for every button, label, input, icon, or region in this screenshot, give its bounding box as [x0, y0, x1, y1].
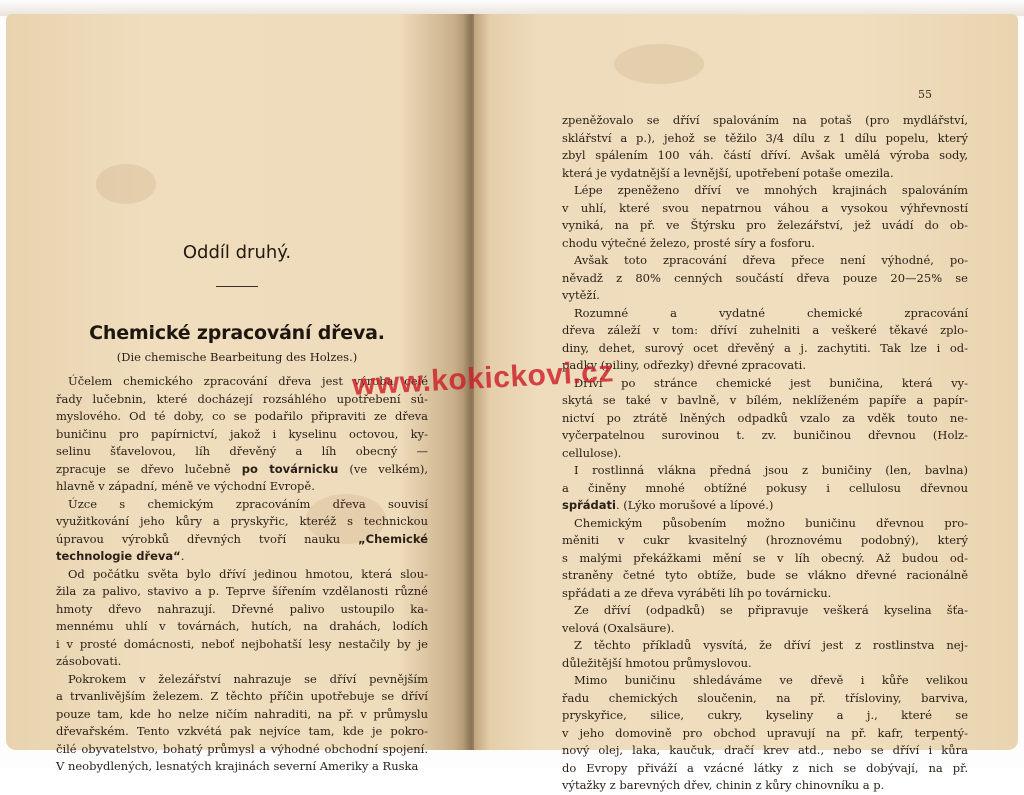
page-number: 55	[918, 88, 932, 101]
paper-stain	[96, 164, 156, 204]
text-line: buničinu pro papírnictví, jakož i kyselinu octovou, ky-	[56, 426, 428, 441]
watermark: www.kokickovi.cz	[351, 355, 615, 402]
text-line: výtažky z barevných dřev, chinin z kůry chinovníku a p.	[562, 778, 885, 792]
text-line: chodu výtečné železo, prosté síry a fosforu.	[562, 235, 815, 250]
text-line: straněny četné tyto obtíže, bude se vlákno dřevné racionálně	[562, 568, 968, 582]
text-line: vyčerpatelnou surovinou t. zv. buničinou dřevnou (Holz-	[562, 428, 968, 442]
text-line: spřádati a ze dřeva vyráběti líh po továrnicku.	[562, 585, 832, 600]
text-line: zbyl spálením 100 váh. částí dříví. Avšak umělá výroba sody,	[562, 148, 968, 162]
text-line: využitkování jeho kůry a pryskyřic, kteréž s technickou	[56, 514, 428, 528]
text-line: a trvanlivějším železem. Z těchto příčin upotřebuje se dříví	[56, 689, 428, 703]
text-line: která je vydatnější a levnější, upotřebení potaše omezila.	[562, 165, 894, 180]
text-line: dřeva záleží v tom: dříví zuhelniti a veškeré těkavé zplo-	[562, 323, 968, 337]
text-line: v uhlí, které svou nepatrnou váhou a vysokou výhřevností	[562, 200, 968, 215]
text-line: Avšak toto zpracování dřeva přece není výhodné, po-	[574, 253, 968, 267]
text-line: Od počátku světa bylo dříví jedinou hmotou, která slou-	[68, 566, 428, 581]
text-line: I rostlinná vlákna předná jsou z buničiny (len, bavlna)	[574, 463, 968, 477]
text-line: s malými překážkami mění se v líh obecný. Až budou od-	[562, 550, 968, 565]
text-line: řady lučebnin, které docházejí rozsáhlého upotřebení sú-	[56, 391, 428, 406]
text-line: hlavně v západní, méně ve východní Evropě.	[56, 479, 315, 493]
text-line: žila za palivo, stavivo a p. Teprve šířením vzdělanosti různé	[56, 584, 428, 598]
right-body-text	[562, 112, 968, 795]
text-line: Účelem chemického zpracování dřeva jest výroba celé	[68, 374, 428, 388]
text-line: myslového. Od té doby, co se podařilo připraviti ze dřeva	[56, 409, 428, 423]
text-line: Dříví po stránce chemické jest buničina, která vy-	[574, 375, 968, 390]
text-line: selinu šťavelovou, líh dřevěný a líh obecný —	[56, 444, 428, 458]
text-line: měniti v cukr kvasitelný (hroznovému podobný), který	[562, 533, 968, 547]
text-line: řadu chemických sloučenin, na př. třísloviny, barviva,	[562, 690, 968, 705]
text-line: čilé obyvatelstvo, bohatý průmysl a výhodné obchodní spojení.	[56, 741, 428, 756]
text-line: do Evropy přiváží a vzácné látky z nich se dobývají, na př.	[562, 760, 968, 775]
chapter-title: Chemické zpracování dřeva.	[89, 322, 385, 344]
text-line: v jeho domovině pro obchod upravují na př. kafr, terpentý-	[562, 725, 968, 740]
text-line: Úzce s chemickým zpracováním dřeva souvisí	[68, 496, 428, 511]
text-line: nový olej, laka, kaučuk, dračí krev atd., nebo se dříví i kůra	[562, 743, 968, 757]
text-line: a činěny mnohé obtížné pokusy i cellulosu dřevnou	[562, 480, 968, 495]
text-line: velová (Oxalsäure).	[562, 620, 675, 635]
section-title: Oddíl druhý.	[182, 242, 292, 263]
text-line: mennému uhlí v továrnách, hutích, na drahách, lodích	[56, 619, 428, 633]
paper-stain	[614, 44, 704, 84]
text-line: Chemickým působením možno buničinu dřevnou pro-	[574, 515, 968, 530]
text-line: hmoty dřevo nahrazují. Dřevné palivo ustoupilo ka-	[56, 601, 428, 616]
text-line: něvadž z 80% cenných součástí dřeva pouze 20—25% se	[562, 270, 968, 285]
text-line: technologie dřeva“.	[56, 549, 185, 563]
text-line: i v prosté domácnosti, neboť nejbohatší lesy nestačily by je	[56, 636, 428, 651]
text-line: Lépe zpeněženo dříví ve mnohých krajinách spalováním	[574, 183, 968, 197]
text-line: Mimo buničinu shledáváme ve dřevě i kůře velikou	[574, 673, 968, 687]
text-line: diny, dehet, surový ocet dřevěný a j. zachytiti. Tak lze i od-	[562, 340, 968, 355]
text-line: vytěží.	[562, 288, 600, 302]
text-line: nictví po ztrátě lněných odpadků vzalo za vděk touto ne-	[562, 410, 968, 425]
text-line: úpravou výrobků dřevných tvoří nauku „Chemické	[56, 531, 428, 546]
text-line: skytá se také v bavlně, v bílém, neklíženém papíře a papír-	[562, 393, 968, 407]
text-line: zpeněžovalo se dříví spalováním na potaš (pro mydlářství,	[562, 113, 968, 127]
text-line: zásobovati.	[56, 654, 122, 668]
text-line: pouze tam, kde ho nelze ničím nahraditi, na př. v průmyslu	[56, 706, 428, 721]
text-line: dřevařském. Tento vzkvétá pak nejvíce tam, kde je pokro-	[56, 724, 428, 738]
text-line: Pokrokem v železářství nahrazuje se dříví pevnějším	[68, 671, 428, 686]
title-rule	[216, 286, 258, 287]
text-line: důležitější hmotou průmyslovou.	[562, 655, 752, 670]
text-line: sklářství a p.), jehož se těžilo 3/4 dílu z 1 dílu popelu, který	[562, 130, 968, 145]
text-line: V neobydlených, lesnatých krajinách severní Ameriky a Ruska	[56, 759, 419, 773]
text-line: vyniká, na př. ve Štýrsku pro železářství, jež uvádí do ob-	[562, 218, 968, 232]
text-line: Ze dříví (odpadků) se připravuje veškerá kyselina šťa-	[574, 603, 968, 617]
text-line: spřádati. (Lýko morušové a lípové.)	[562, 498, 774, 512]
chapter-subtitle: (Die chemische Bearbeitung des Holzes.)	[116, 350, 358, 364]
text-line: Rozumné a vydatné chemické zpracování	[574, 305, 968, 320]
text-line: cellulose).	[562, 445, 622, 460]
text-line: zpracuje se dřevo lučebně po továrnicku (ve velkém),	[56, 461, 428, 476]
text-line: padky (piliny, odřezky) dřevné zpracovati.	[562, 358, 806, 372]
text-line: pryskyřice, silice, cukry, kyseliny a j., které se	[562, 708, 968, 722]
left-body-text	[56, 373, 428, 776]
text-line: Z těchto příkladů vysvítá, že dříví jest z rostlinstva nej-	[574, 638, 968, 652]
